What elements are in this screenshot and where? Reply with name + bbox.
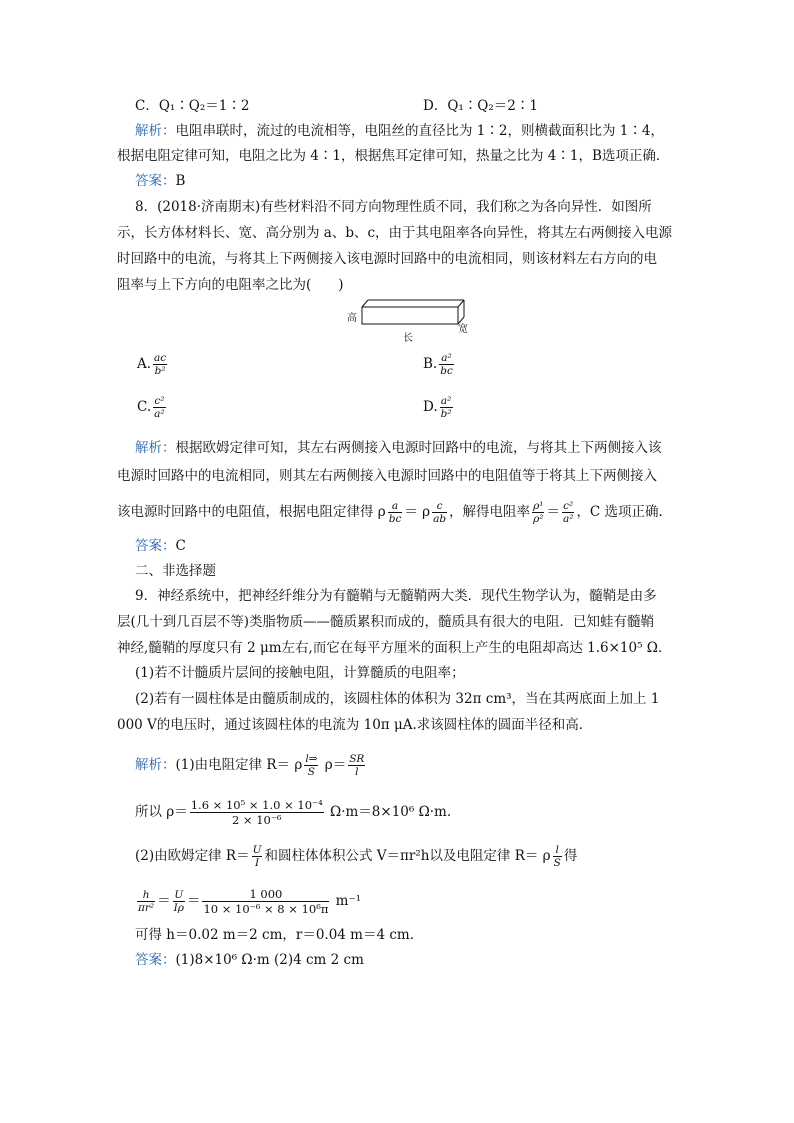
option-c: C．Q₁∶Q₂＝1∶2 [135, 98, 250, 114]
frac-den: 10 × 10⁻⁶ × 8 × 10⁶π [203, 902, 329, 916]
q8-line-4: 阻率与上下方向的电阻率之比为( ) [117, 277, 344, 293]
q7-answer [135, 171, 185, 191]
frac-num: U [174, 889, 184, 901]
text: 该电源时回路中的电阻值，根据电阻定律得 ρ [117, 504, 386, 520]
frac-num: c [432, 500, 447, 513]
q9-analysis-line-4 [135, 887, 361, 916]
option-letter: B. [423, 356, 438, 372]
text: ρ＝ [320, 757, 347, 773]
q7-analysis-line-1 [135, 121, 664, 141]
answer-value: (1)8×10⁶ Ω·m (2)4 cm 2 cm [175, 952, 364, 968]
frac-num: SR [349, 753, 365, 765]
figure-label-height: 高 [347, 313, 357, 324]
frac-den: S [553, 857, 561, 869]
text: 所以 ρ＝ [135, 804, 188, 820]
frac-den: I [254, 857, 260, 869]
text: ，解得电阻率 [449, 504, 531, 520]
answer-value: C [175, 538, 186, 554]
q9-line-2: 层(几十到几百层不等)类脂物质——髓质累积而成的，髓质具有很大的电阻．已知蛙有髓鞘 [117, 614, 655, 630]
q9-line-3: 神经,髓鞘的厚度只有 2 μm左右,而它在每平方厘米的面积上产生的电阻却高达 1.6×10⁵ Ω． [117, 640, 672, 656]
figure-label-width: 宽 [458, 324, 468, 335]
frac-den: l [355, 766, 359, 778]
option-d-frac [423, 395, 455, 420]
option-letter: A. [137, 356, 152, 372]
frac-den: bc [440, 365, 453, 377]
text: (1)由电阻定律 R＝ ρ [175, 757, 303, 773]
q8-line-1: 8．(2018·济南期末)有些材料沿不同方向物理性质不同，我们称之为各向异性．如图所 [135, 199, 652, 215]
text: 得 [563, 848, 578, 864]
q9-analysis-line-5: 可得 h＝0.02 m＝2 cm，r＝0.04 m＝4 cm. [135, 927, 415, 943]
frac-den: S [307, 766, 315, 778]
analysis-label: 解析： [135, 123, 176, 139]
frac-den: b² [154, 365, 166, 377]
option-letter: D. [423, 399, 438, 415]
q9-answer [135, 950, 364, 970]
option-c-frac [137, 395, 168, 420]
frac-num: ρ¹ [533, 500, 544, 512]
q9-analysis-line-3 [135, 844, 577, 869]
analysis-label: 解析： [135, 757, 176, 773]
q8-line-2: 示，长方体材料长、宽、高分别为 a、b、c，由于其电阻率各向异性，将其左右两侧接入电源 [117, 225, 673, 241]
q7-analysis-line-2: 根据电阻定律可知，电阻之比为 4∶1，根据焦耳定律可知，热量之比为 4∶1，B选项正确． [117, 148, 670, 164]
text: ，C 选项正确． [576, 504, 673, 520]
frac-num: c² [563, 500, 574, 512]
frac-den: 2 × 10⁻⁶ [231, 813, 282, 827]
q8-line-3: 时回路中的电流，与将其上下两侧接入该电源时回路中的电流相同，则该材料左右方向的电 [117, 251, 657, 267]
q8-analysis-line-2: 电源时回路中的电流相同，则其左右两侧接入电源时回路中的电阻值等于将其上下两侧接入 [117, 468, 657, 484]
option-d: D．Q₁∶Q₂＝2∶1 [423, 98, 538, 114]
frac-den: a² [154, 408, 165, 420]
frac-num: 1.6 × 10⁵ × 1.0 × 10⁻⁴ [190, 798, 323, 812]
frac-den: ρ² [533, 513, 544, 525]
q9-sub-1: (1)若不计髓质片层间的接触电阻，计算髓质的电阻率； [135, 665, 465, 681]
q8-analysis-line-1 [135, 438, 662, 458]
option-b [423, 352, 456, 377]
text: ＝ [157, 893, 171, 909]
frac-num: c² [154, 395, 165, 407]
answer-value: B [175, 173, 186, 189]
analysis-text: 根据欧姆定律可知，其左右两侧接入电源时回路中的电流，与将其上下两侧接入该 [175, 440, 662, 456]
q9-sub-2-line-2: 000 V的电压时，通过该圆柱体的电流为 10π μA.求该圆柱体的圆面半径和高． [117, 717, 593, 733]
frac-num: a [388, 500, 403, 513]
frac-den: ab [433, 513, 447, 525]
frac-den: Iρ [173, 902, 184, 914]
frac-num: a² [439, 352, 454, 365]
q8-analysis-line-3: 该电源时回路中的电阻值，根据电阻定律得 ρ $\frac{a}{bc}$ ＝ ρ $\frac{c}{ab}$ ，解得电阻率 $\frac{\text{ρ¹}}{\text{ρ²}}$ ＝ $\frac{\text{c²}}{\text{a²}}$ ，C 选项正确． [117, 500, 673, 525]
section-title: 二、非选择题 [135, 563, 216, 579]
q8-answer [135, 536, 186, 556]
text: Ω·m＝8×10⁶ Ω·m. [325, 804, 452, 820]
frac-num: 1 000 [202, 887, 329, 902]
text: m⁻¹ [331, 893, 362, 909]
frac-num: ac [154, 352, 167, 364]
option-letter: C. [137, 399, 152, 415]
analysis-text: 电阻串联时，流过的电流相等，电阻丝的直径比为 1∶2，则横截面积比为 1∶4， [175, 123, 664, 139]
answer-label: 答案： [135, 952, 176, 968]
text: 和圆柱体体积公式 V＝πr²h以及电阻定律 R＝ ρ [264, 848, 551, 864]
frac-num: U [252, 844, 262, 856]
option-a [137, 352, 169, 377]
frac-den: bc [388, 513, 402, 525]
q9-sub-2-line-1: (2)若有一圆柱体是由髓质制成的，该圆柱体的体积为 32π cm³，当在其两底面上加上 1 [135, 691, 660, 707]
answer-label: 答案： [135, 173, 176, 189]
text: ＝ [186, 893, 201, 909]
text: (2)由欧姆定律 R＝ [135, 848, 250, 864]
figure-label-length: 长 [403, 333, 413, 344]
frac-num: l [553, 844, 562, 857]
q9-line-1: 9．神经系统中，把神经纤维分为有髓鞘与无髓鞘两大类．现代生物学认为，髓鞘是由多 [135, 588, 657, 604]
frac-num: l⇒ [305, 753, 318, 765]
q9-analysis-line-1 [135, 753, 367, 778]
answer-label: 答案： [135, 538, 176, 554]
frac-num: a² [440, 395, 452, 407]
text: ＝ ρ [404, 504, 431, 520]
analysis-label: 解析： [135, 440, 176, 456]
frac-den: b² [440, 408, 452, 420]
q9-analysis-line-2 [135, 798, 451, 827]
frac-den: a² [562, 513, 574, 525]
frac-den: πr² [138, 902, 155, 914]
frac-num: h [137, 889, 155, 902]
